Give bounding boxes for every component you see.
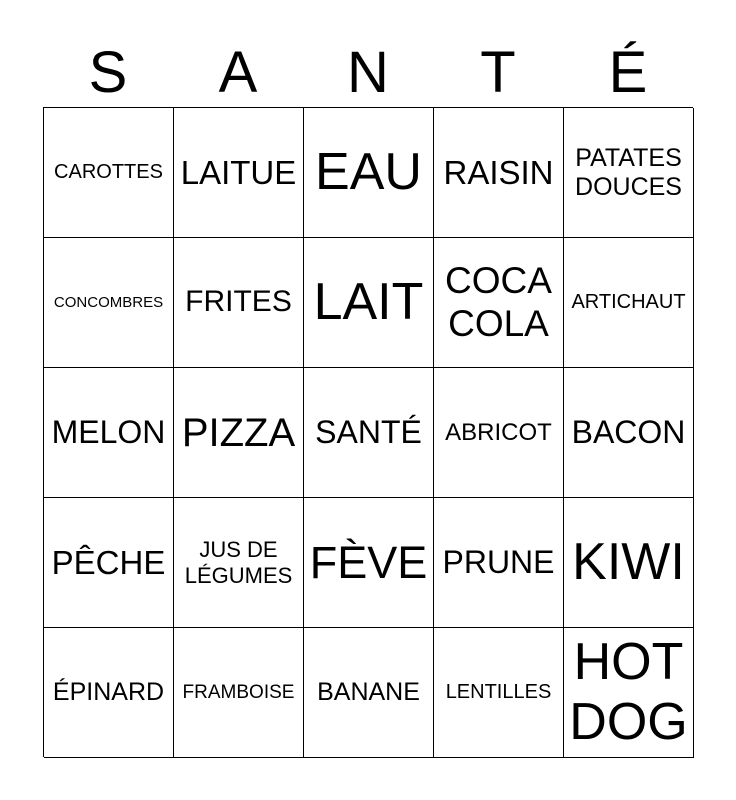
bingo-cell[interactable]: PIZZA: [174, 368, 304, 498]
bingo-cell[interactable]: LAIT: [304, 238, 434, 368]
bingo-cell[interactable]: FRAMBOISE: [174, 628, 304, 758]
header-letter-a: A: [218, 40, 258, 105]
bingo-cell[interactable]: FRITES: [174, 238, 304, 368]
bingo-cell[interactable]: BANANE: [304, 628, 434, 758]
header-letter-t: T: [480, 40, 516, 105]
bingo-cell[interactable]: SANTÉ: [304, 368, 434, 498]
bingo-cell[interactable]: ARTICHAUT: [564, 238, 694, 368]
bingo-cell[interactable]: KIWI: [564, 498, 694, 628]
bingo-cell[interactable]: JUS DE LÉGUMES: [174, 498, 304, 628]
bingo-cell[interactable]: COCA COLA: [434, 238, 564, 368]
bingo-cell[interactable]: HOT DOG: [564, 628, 694, 758]
bingo-cell[interactable]: PÊCHE: [44, 498, 174, 628]
bingo-cell[interactable]: RAISIN: [434, 108, 564, 238]
bingo-header: [43, 40, 693, 106]
bingo-cell[interactable]: ÉPINARD: [44, 628, 174, 758]
header-letter-e: É: [608, 40, 648, 105]
bingo-cell[interactable]: PRUNE: [434, 498, 564, 628]
bingo-cell[interactable]: BACON: [564, 368, 694, 498]
bingo-cell[interactable]: CONCOMBRES: [44, 238, 174, 368]
header-letter-s: S: [88, 40, 128, 105]
bingo-cell[interactable]: FÈVE: [304, 498, 434, 628]
header-letter-n: N: [347, 40, 389, 105]
bingo-cell[interactable]: CAROTTES: [44, 108, 174, 238]
bingo-card: [43, 107, 693, 757]
bingo-cell[interactable]: LENTILLES: [434, 628, 564, 758]
bingo-cell[interactable]: EAU: [304, 108, 434, 238]
bingo-cell[interactable]: ABRICOT: [434, 368, 564, 498]
bingo-cell[interactable]: PATATES DOUCES: [564, 108, 694, 238]
bingo-cell[interactable]: MELON: [44, 368, 174, 498]
bingo-cell[interactable]: LAITUE: [174, 108, 304, 238]
